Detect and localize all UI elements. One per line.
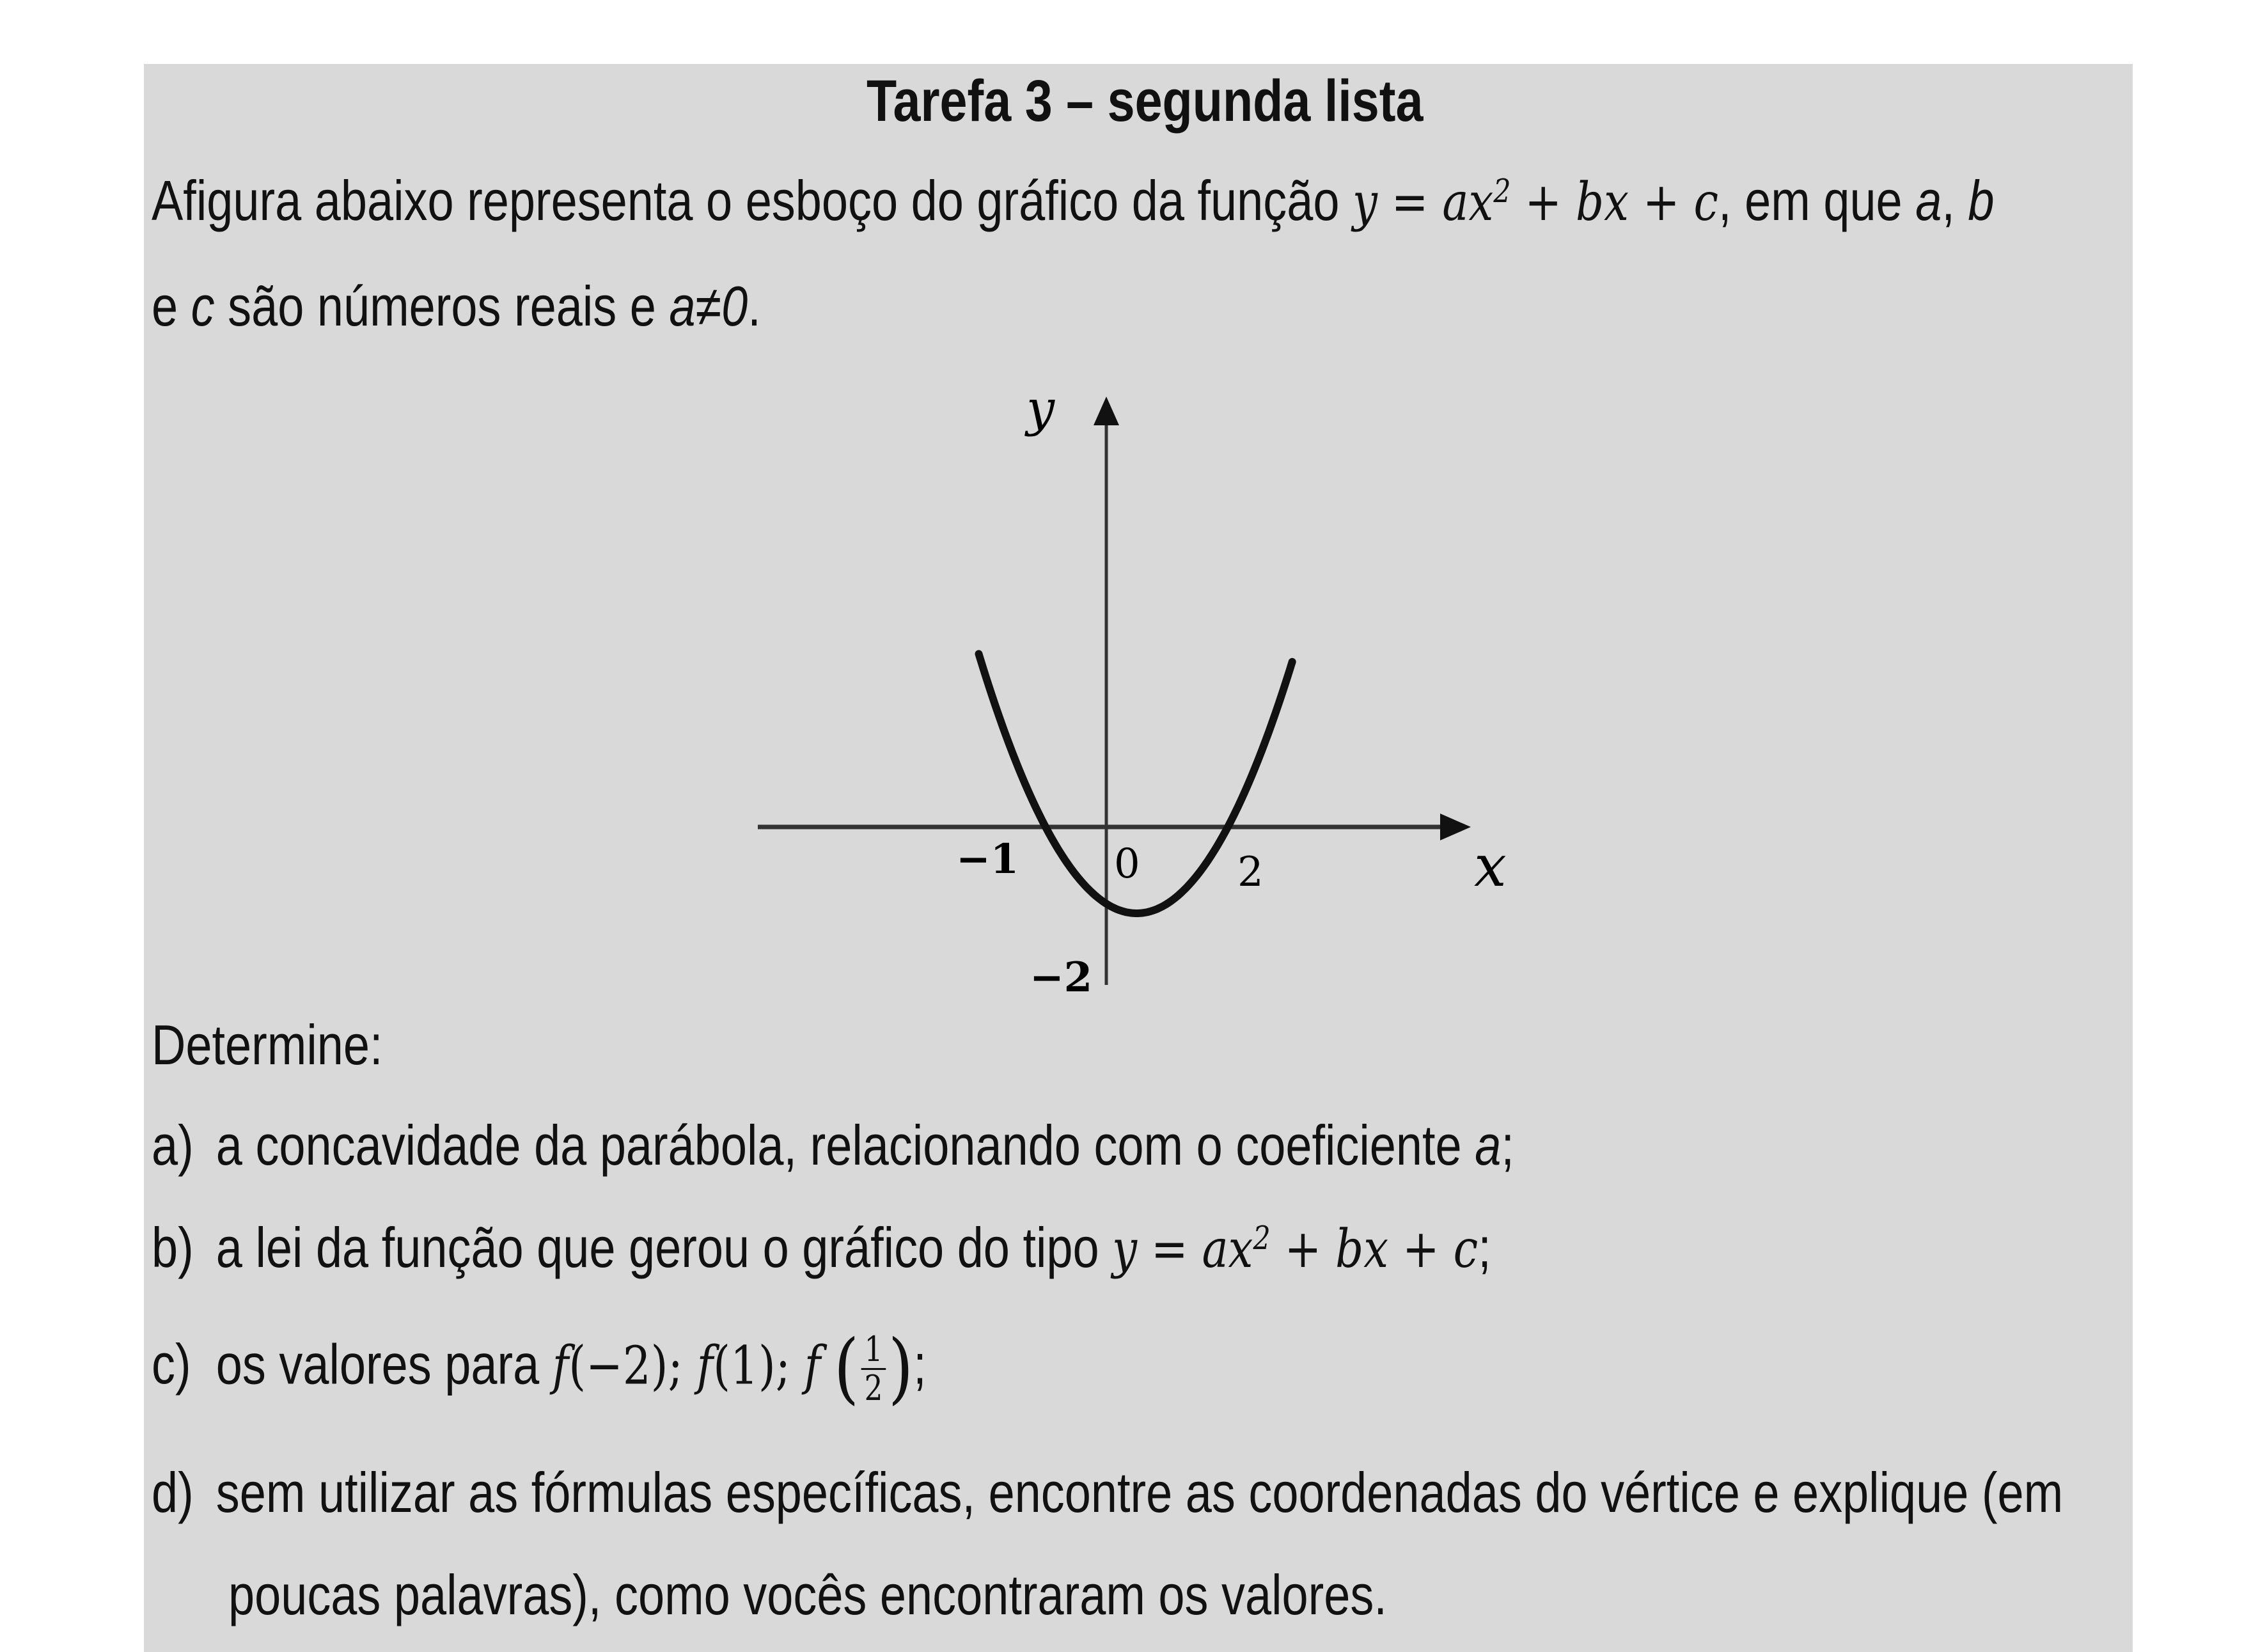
item-formula [1112, 1219, 1478, 1280]
fraction-numerator: 1 [861, 1332, 886, 1370]
item-text: a lei da função que gerou o gráfico do tipo [216, 1216, 1113, 1279]
intro-text: e [152, 274, 191, 338]
open-paren: ( [833, 1324, 859, 1413]
formula-part: y = ax [1112, 1219, 1253, 1280]
variable-a: a [1915, 169, 1942, 232]
fraction-one-half [861, 1328, 886, 1408]
tick-label-minus-1: −1 [956, 835, 1019, 883]
intro-text: , em que [1718, 169, 1916, 232]
fraction-denominator: 2 [864, 1367, 883, 1408]
close-paren: ) [888, 1324, 914, 1413]
item-d-continued [228, 1563, 1387, 1626]
function-symbol: f [696, 1335, 714, 1397]
intro-text: Afigura abaixo representa o esboço do gráfico da função [152, 169, 1353, 232]
item-text: os valores para [216, 1332, 553, 1396]
tick-label-2: 2 [1237, 849, 1264, 896]
x-axis-arrow [1440, 814, 1471, 840]
item-b [152, 1216, 1491, 1280]
intro-text: . [748, 274, 761, 338]
variable-a: a [1475, 1113, 1502, 1177]
function-argument: (1); [713, 1335, 804, 1397]
y-axis-arrow [1094, 397, 1119, 425]
item-letter: d) [152, 1461, 194, 1524]
variable-b: b [1968, 169, 1995, 232]
function-argument: (−2); [569, 1335, 697, 1397]
item-text: sem utilizar as fórmulas específicas, encontre as coordenadas do vértice e explique (em [216, 1461, 2064, 1524]
function-symbol: f [552, 1335, 569, 1397]
determine-label: Determine: [152, 1013, 383, 1076]
intro-text: , [1941, 169, 1968, 232]
formula-part: y = ax [1353, 172, 1494, 233]
formula-exponent: 2 [1253, 1219, 1271, 1257]
x-axis-label: x [1474, 833, 1507, 900]
formula-part: + bx + c [1510, 172, 1719, 233]
tick-label-0: 0 [1114, 840, 1140, 888]
item-text: ; [1501, 1113, 1514, 1177]
item-letter: c) [152, 1332, 191, 1396]
formula-part: + bx + c [1270, 1219, 1479, 1280]
y-axis-label: y [1026, 380, 1055, 437]
item-text: ; [913, 1332, 927, 1396]
item-text: a concavidade da parábola, relacionando com o coeficiente [216, 1113, 1475, 1177]
item-c [152, 1324, 927, 1413]
item-a [152, 1113, 1514, 1177]
item-text: poucas palavras), como vocês encontraram os valores. [228, 1563, 1387, 1626]
item-text: ; [1478, 1216, 1491, 1279]
item-letter: b) [152, 1216, 194, 1279]
function-symbol: f [804, 1335, 821, 1397]
page-title: Tarefa 3 – segunda lista [867, 68, 1424, 134]
item-d [152, 1461, 2064, 1524]
item-letter: a) [152, 1113, 194, 1177]
condition: a≠0 [669, 274, 748, 338]
tick-label-minus-2: −2 [1030, 954, 1093, 1002]
intro-text: são números reais e [214, 274, 670, 338]
variable-c: c [191, 274, 215, 338]
formula-exponent: 2 [1493, 172, 1511, 210]
